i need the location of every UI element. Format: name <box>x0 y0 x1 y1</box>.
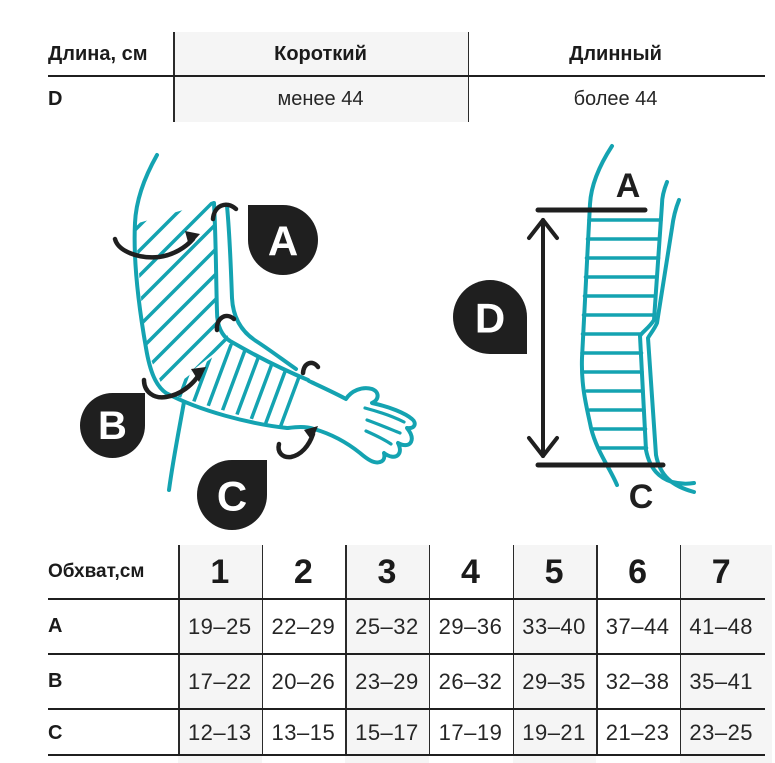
length-top-point-label: A <box>615 167 641 205</box>
size-6-header: 6 <box>628 552 648 591</box>
cell-c-5: 19–21 <box>522 720 586 745</box>
length-row-d-short-value: менее 44 <box>277 87 364 110</box>
length-col-long-header: Длинный <box>569 42 662 65</box>
cell-a-7: 41–48 <box>689 613 754 639</box>
cell-c-4: 17–19 <box>438 720 503 745</box>
cell-c-6: 21–23 <box>605 720 670 745</box>
arm-length-diagram <box>440 140 760 520</box>
cell-b-6: 32–38 <box>605 668 670 694</box>
cell-b-2: 20–26 <box>271 668 336 694</box>
arrow-a-arc <box>115 239 193 257</box>
cell-b-1: 17–22 <box>187 668 252 694</box>
size-1-header: 1 <box>210 552 230 591</box>
length-bottom-point-label: C <box>628 478 654 516</box>
badge-c-letter: C <box>216 472 248 520</box>
row-c-label: C <box>48 721 63 744</box>
size-3-header: 3 <box>377 552 397 591</box>
cell-b-5: 29–35 <box>522 668 586 694</box>
badge-a <box>248 205 318 275</box>
cell-a-2: 22–29 <box>271 613 336 639</box>
length-col-short-header: Короткий <box>274 42 367 65</box>
cell-c-1: 12–13 <box>187 720 252 745</box>
arrow-c-arc <box>279 434 313 457</box>
size-4-header: 4 <box>461 552 480 591</box>
cell-a-4: 29–36 <box>438 613 503 639</box>
badge-b <box>80 393 145 458</box>
length-table-corner-label: Длина, см <box>48 42 148 65</box>
cell-a-5: 33–40 <box>522 613 586 639</box>
badge-a-letter: A <box>267 217 299 265</box>
arm-circumference-diagram <box>60 140 420 535</box>
cell-a-6: 37–44 <box>605 613 670 639</box>
size-5-header: 5 <box>544 552 564 591</box>
length-row-d-long-value: более 44 <box>573 87 658 110</box>
size-7-header: 7 <box>711 552 731 591</box>
cell-c-7: 23–25 <box>689 720 754 745</box>
cell-b-7: 35–41 <box>689 668 754 694</box>
cell-a-3: 25–32 <box>355 613 419 639</box>
length-table <box>48 32 763 122</box>
row-a-label: A <box>48 615 63 637</box>
upper-arm-hatching <box>60 190 420 420</box>
cell-b-3: 23–29 <box>355 668 419 694</box>
badge-c <box>197 460 267 530</box>
badge-d-letter: D <box>474 294 506 342</box>
size-2-header: 2 <box>293 552 313 591</box>
circumference-table <box>48 545 763 757</box>
badge-d <box>453 280 527 354</box>
circ-corner-label: Обхват,см <box>48 561 145 582</box>
length-row-d-label: D <box>48 87 63 110</box>
cell-a-1: 19–25 <box>187 613 252 639</box>
cell-c-2: 13–15 <box>271 720 336 745</box>
cell-c-3: 15–17 <box>355 720 419 745</box>
row-b-label: B <box>48 670 63 692</box>
arrow-c-hook <box>303 363 318 373</box>
badge-b-letter: B <box>98 404 127 448</box>
cell-b-4: 26–32 <box>438 668 503 694</box>
